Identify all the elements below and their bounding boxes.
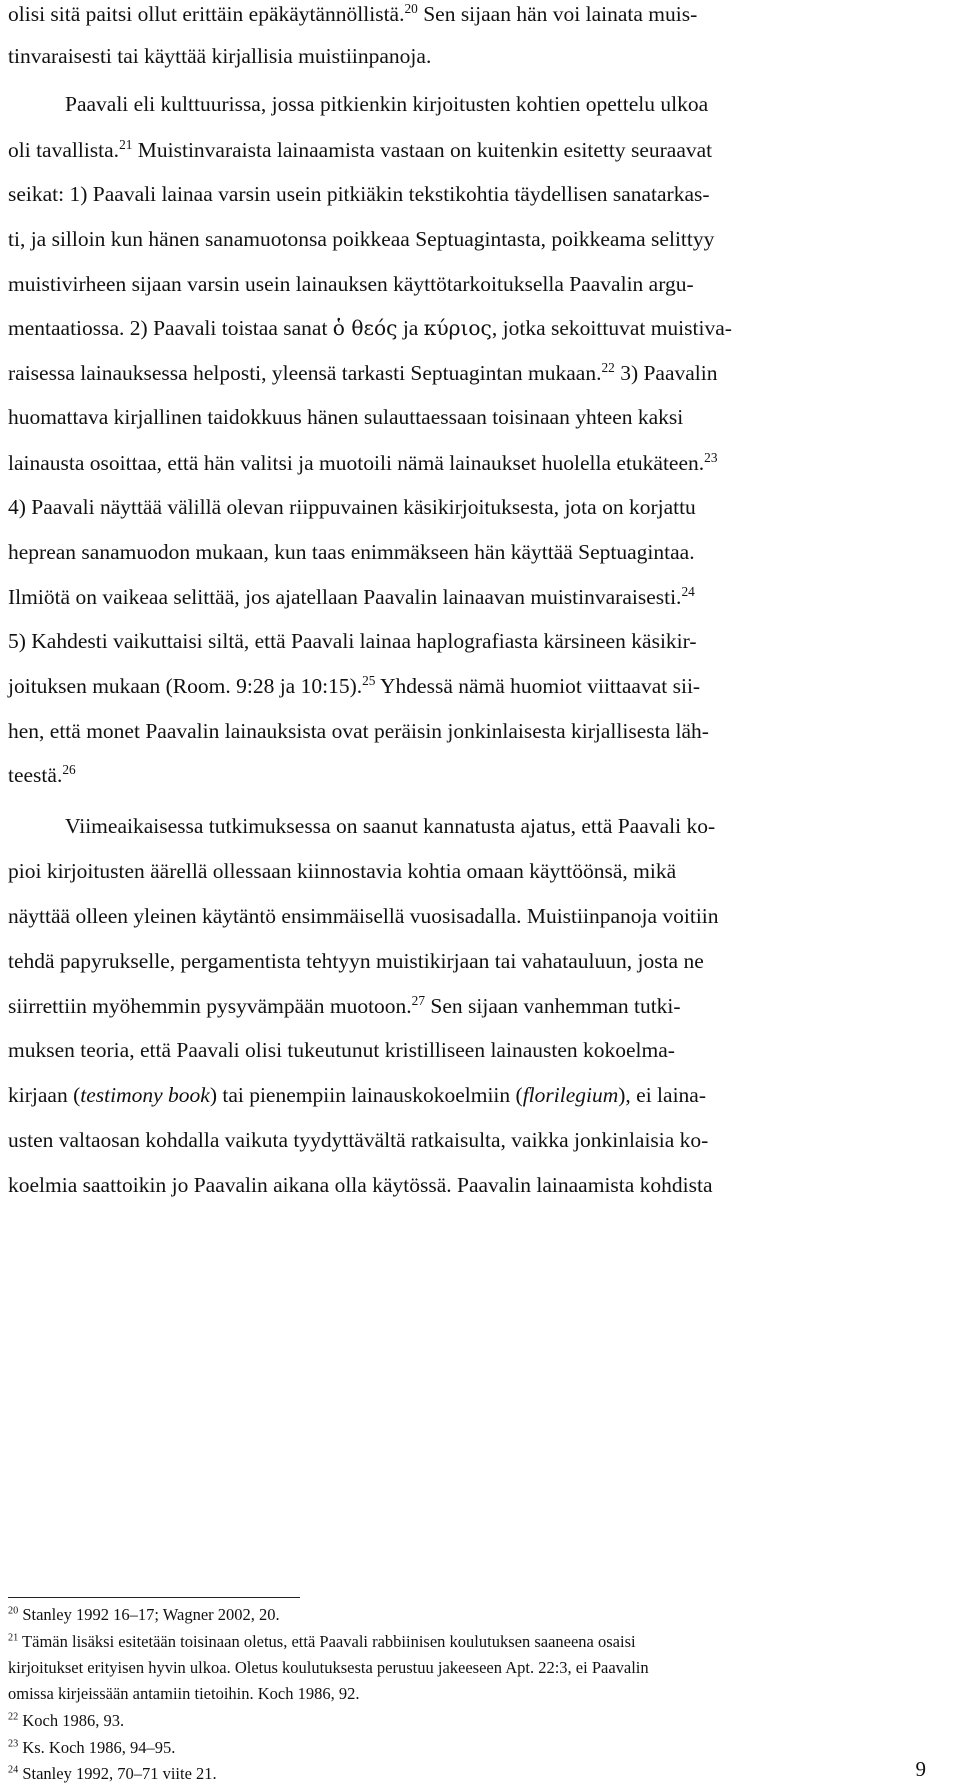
- body-line: siirrettiin myöhemmin pysyvämpään muotoon.$^{27}$ Sen sijaan vanhemman tutki-: [8, 992, 681, 1018]
- footnote-line: omissa kirjeissään antamiin tietoihin. Koch 1986, 92.: [8, 1684, 360, 1703]
- italic-term: testimony book: [80, 1083, 210, 1107]
- body-line: pioi kirjoitusten äärellä ollessaan kiinnostavia kohtia omaan käyttöönsä, mikä: [8, 859, 677, 883]
- page-number: 9: [915, 1757, 926, 1781]
- footnote-ref: 20: [404, 0, 418, 16]
- body-line: joituksen mukaan (Room. 9:28 ja 10:15).$^{25}$ Yhdessä nämä huomiot viittaavat sii-: [8, 672, 701, 698]
- body-line: usten valtaosan kohdalla vaikuta tyydyttävältä ratkaisulta, vaikka jonkinlaisia ko-: [8, 1128, 709, 1152]
- body-line: oli tavallista.$^{21}$ Muistinvaraista lainaamista vastaan on kuitenkin esitetty seuraavat: [8, 136, 713, 162]
- footnote-line: $^{21}$ Tämän lisäksi esitetään toisinaan oletus, että Paavali rabbiinisen koulutuksen saaneena osaisi: [8, 1632, 636, 1651]
- greek-text: κύριος: [423, 316, 492, 340]
- body-line: heprean sanamuodon mukaan, kun taas enimmäkseen hän käyttää Septuagintaa.: [8, 540, 695, 564]
- body-line: muksen teoria, että Paavali olisi tukeutunut kristilliseen lainausten kokoelma-: [8, 1038, 675, 1062]
- footnote-ref: 25: [362, 672, 376, 688]
- footnote-number: 20: [8, 1605, 19, 1617]
- body-line: tehdä papyrukselle, pergamentista tehtyyn muistikirjaan tai vahatauluun, josta ne: [8, 949, 704, 973]
- body-line: raisessa lainauksessa helposti, yleensä tarkasti Septuagintan mukaan.$^{22}$ 3) Paavalin: [8, 359, 718, 385]
- body-line: Viimeaikaisessa tutkimuksessa on saanut kannatusta ajatus, että Paavali ko-: [65, 814, 716, 838]
- body-line: huomattava kirjallinen taidokkuus hänen sulauttaessaan toisinaan yhteen kaksi: [8, 405, 684, 429]
- footnote-number: 21: [8, 1632, 19, 1644]
- footnote-ref: 22: [601, 359, 615, 375]
- footnote-number: 22: [8, 1711, 19, 1723]
- footnote-number: 23: [8, 1738, 19, 1750]
- footnote-line: kirjoitukset erityisen hyvin ulkoa. Oletus koulutuksesta perustuu jakeeseen Apt. 22:3, ei Paavalin: [8, 1658, 649, 1677]
- body-line: koelmia saattoikin jo Paavalin aikana olla käytössä. Paavalin lainaamista kohdista: [8, 1173, 713, 1197]
- footnote-ref: 26: [62, 761, 76, 777]
- body-line: kirjaan (testimony book) tai pienempiin lainauskokoelmiin (florilegium), ei laina-: [8, 1083, 706, 1107]
- footnote-ref: 21: [119, 136, 133, 152]
- body-line: teestä.$^{26}$: [8, 761, 76, 787]
- body-line: muistivirheen sijaan varsin usein lainauksen käyttötarkoituksella Paavalin argu-: [8, 272, 694, 296]
- body-line: seikat: 1) Paavali lainaa varsin usein pitkiäkin tekstikohtia täydellisen sanatarkas-: [8, 182, 710, 206]
- body-line: ti, ja silloin kun hänen sanamuotonsa poikkeaa Septuagintasta, poikkeama selittyy: [8, 227, 715, 251]
- body-line: hen, että monet Paavalin lainauksista ovat peräisin jonkinlaisesta kirjallisesta läh-: [8, 719, 709, 743]
- footnote-number: 24: [8, 1764, 19, 1776]
- footnote-line: $^{23}$ Ks. Koch 1986, 94–95.: [8, 1738, 176, 1757]
- footnote-line: $^{20}$ Stanley 1992 16–17; Wagner 2002, 20.: [8, 1605, 280, 1624]
- body-line: 4) Paavali näyttää välillä olevan riippuvainen käsikirjoituksesta, jota on korjattu: [8, 495, 696, 519]
- body-line: Ilmiötä on vaikeaa selittää, jos ajatellaan Paavalin lainaavan muistinvaraisesti.$^{24}$: [8, 583, 695, 609]
- footnote-ref: 24: [681, 583, 695, 599]
- footnote-ref: 27: [411, 992, 425, 1008]
- footnote-line: $^{22}$ Koch 1986, 93.: [8, 1711, 125, 1730]
- footnote-divider: [8, 1597, 300, 1598]
- greek-text: ὁ θεός: [332, 316, 398, 340]
- body-line: Paavali eli kulttuurissa, jossa pitkienkin kirjoitusten kohtien opettelu ulkoa: [65, 92, 709, 116]
- body-line: olisi sitä paitsi ollut erittäin epäkäytännöllistä.$^{20}$ Sen sijaan hän voi lainata muis-: [8, 0, 698, 26]
- italic-term: florilegium: [522, 1083, 619, 1107]
- body-line: näyttää olleen yleinen käytäntö ensimmäisellä vuosisadalla. Muistiinpanoja voitiin: [8, 904, 719, 928]
- body-line: lainausta osoittaa, että hän valitsi ja muotoili nämä lainaukset huolella etukäteen.$^{23}$: [8, 449, 718, 475]
- body-line: 5) Kahdesti vaikuttaisi siltä, että Paavali lainaa haplografiasta kärsineen käsikir-: [8, 629, 697, 653]
- footnote-line: $^{24}$ Stanley 1992, 70–71 viite 21.: [8, 1764, 217, 1783]
- footnote-ref: 23: [704, 449, 718, 465]
- body-line: mentaatiossa. 2) Paavali toistaa sanat ὁ θεός ja κύριος, jotka sekoittuvat muistiva-: [8, 316, 732, 340]
- body-line: tinvaraisesti tai käyttää kirjallisia muistiinpanoja.: [8, 44, 432, 68]
